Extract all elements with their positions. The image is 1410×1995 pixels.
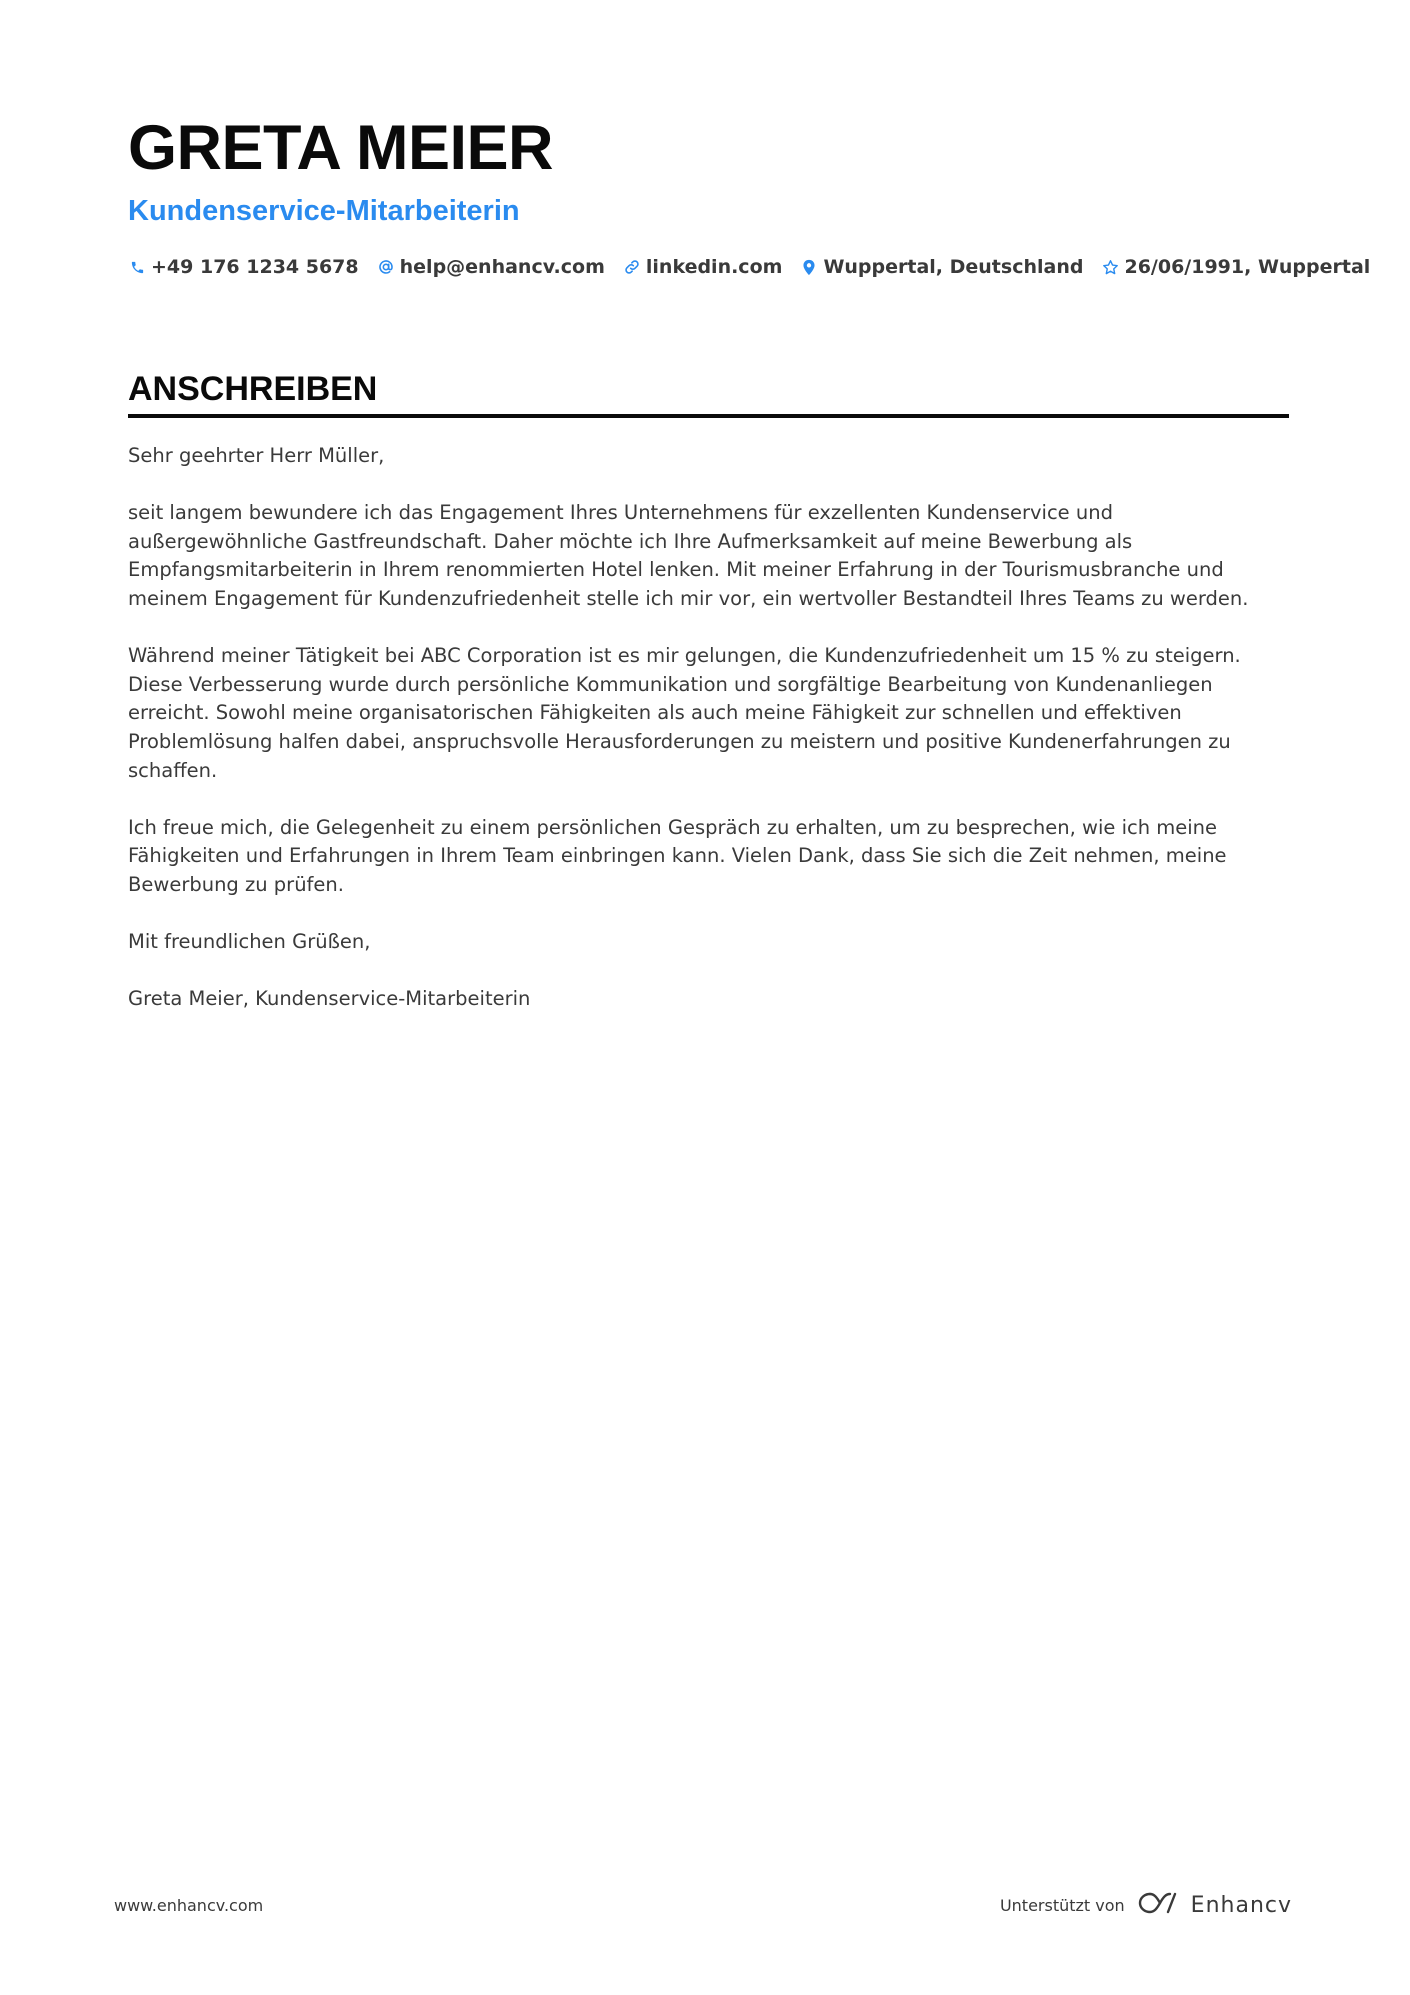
phone-icon — [128, 258, 146, 276]
contact-location — [800, 256, 1083, 278]
contact-linkedin[interactable] — [623, 256, 783, 278]
at-icon — [377, 258, 395, 276]
paragraph-2: Während meiner Tätigkeit bei ABC Corporation ist es mir gelungen, die Kundenzufriedenheit um 15 % zu steigern. Diese Verbesserung wurde durch persönliche Kommunikation und sorgfältige Bearbeitung von Kundenanliegen erreicht. Sowohl meine organisatorischen Fähigkeiten als auch meine Fähigkeit zur schnellen und effektiven Problemlösung halfen dabei, anspruchsvolle Herausforderungen zu meistern und positive Kundenerfahrungen zu schaffen. — [128, 644, 1241, 782]
paragraph-1: seit langem bewundere ich das Engagement Ihres Unternehmens für exzellenten Kundenservice und außergewöhnliche Gastfreundschaft. Daher möchte ich Ihre Aufmerksamkeit auf meine Bewerbung als Empfangsmitarbeiterin in Ihrem renommierten Hotel lenken. Mit meiner Erfahrung in der Tourismusbranche und meinem Engagement für Kundenzufriedenheit stelle ich mir vor, ein wertvoller Bestandteil Ihres Teams zu werden. — [128, 501, 1249, 610]
phone-text: +49 176 1234 5678 — [151, 256, 359, 278]
header — [128, 112, 1371, 278]
location-text: Wuppertal, Deutschland — [823, 256, 1084, 278]
star-icon — [1101, 258, 1119, 276]
candidate-name: GRETA MEIER — [128, 113, 554, 183]
job-title: Kundenservice-Mitarbeiterin — [128, 195, 520, 227]
footer-website[interactable]: www.enhancv.com — [114, 1896, 264, 1915]
signature: Greta Meier, Kundenservice-Mitarbeiterin — [128, 987, 531, 1011]
closing: Mit freundlichen Grüßen, — [128, 930, 371, 954]
birth-text: 26/06/1991, Wuppertal — [1124, 256, 1371, 278]
email-text: help@enhancv.com — [399, 256, 605, 278]
contact-email[interactable] — [377, 256, 605, 278]
cover-letter-section — [128, 368, 1289, 1042]
footer-branding — [1000, 1890, 1292, 1920]
enhancv-logo-icon — [1137, 1890, 1183, 1920]
linkedin-text: linkedin.com — [645, 256, 783, 278]
contact-bar — [128, 256, 1371, 278]
contact-birth — [1101, 256, 1370, 278]
contact-phone[interactable] — [128, 256, 359, 278]
paragraph-3: Ich freue mich, die Gelegenheit zu einem persönlichen Gespräch zu erhalten, um zu besprechen, wie ich meine Fähigkeiten und Erfahrungen in Ihrem Team einbringen kann. Vielen Dank, dass Sie sich die Zeit nehmen, meine Bewerbung zu prüfen. — [128, 815, 1227, 896]
section-title: ANSCHREIBEN — [128, 370, 378, 408]
link-icon — [623, 258, 641, 276]
map-pin-icon — [800, 258, 818, 276]
salutation: Sehr geehrter Herr Müller, — [128, 444, 385, 467]
brand-name: Enhancv — [1190, 1892, 1292, 1918]
letter-body — [128, 442, 1289, 1014]
section-divider — [128, 414, 1289, 418]
powered-by-text: Unterstützt von — [999, 1895, 1125, 1915]
brand-logo[interactable] — [1137, 1890, 1292, 1920]
